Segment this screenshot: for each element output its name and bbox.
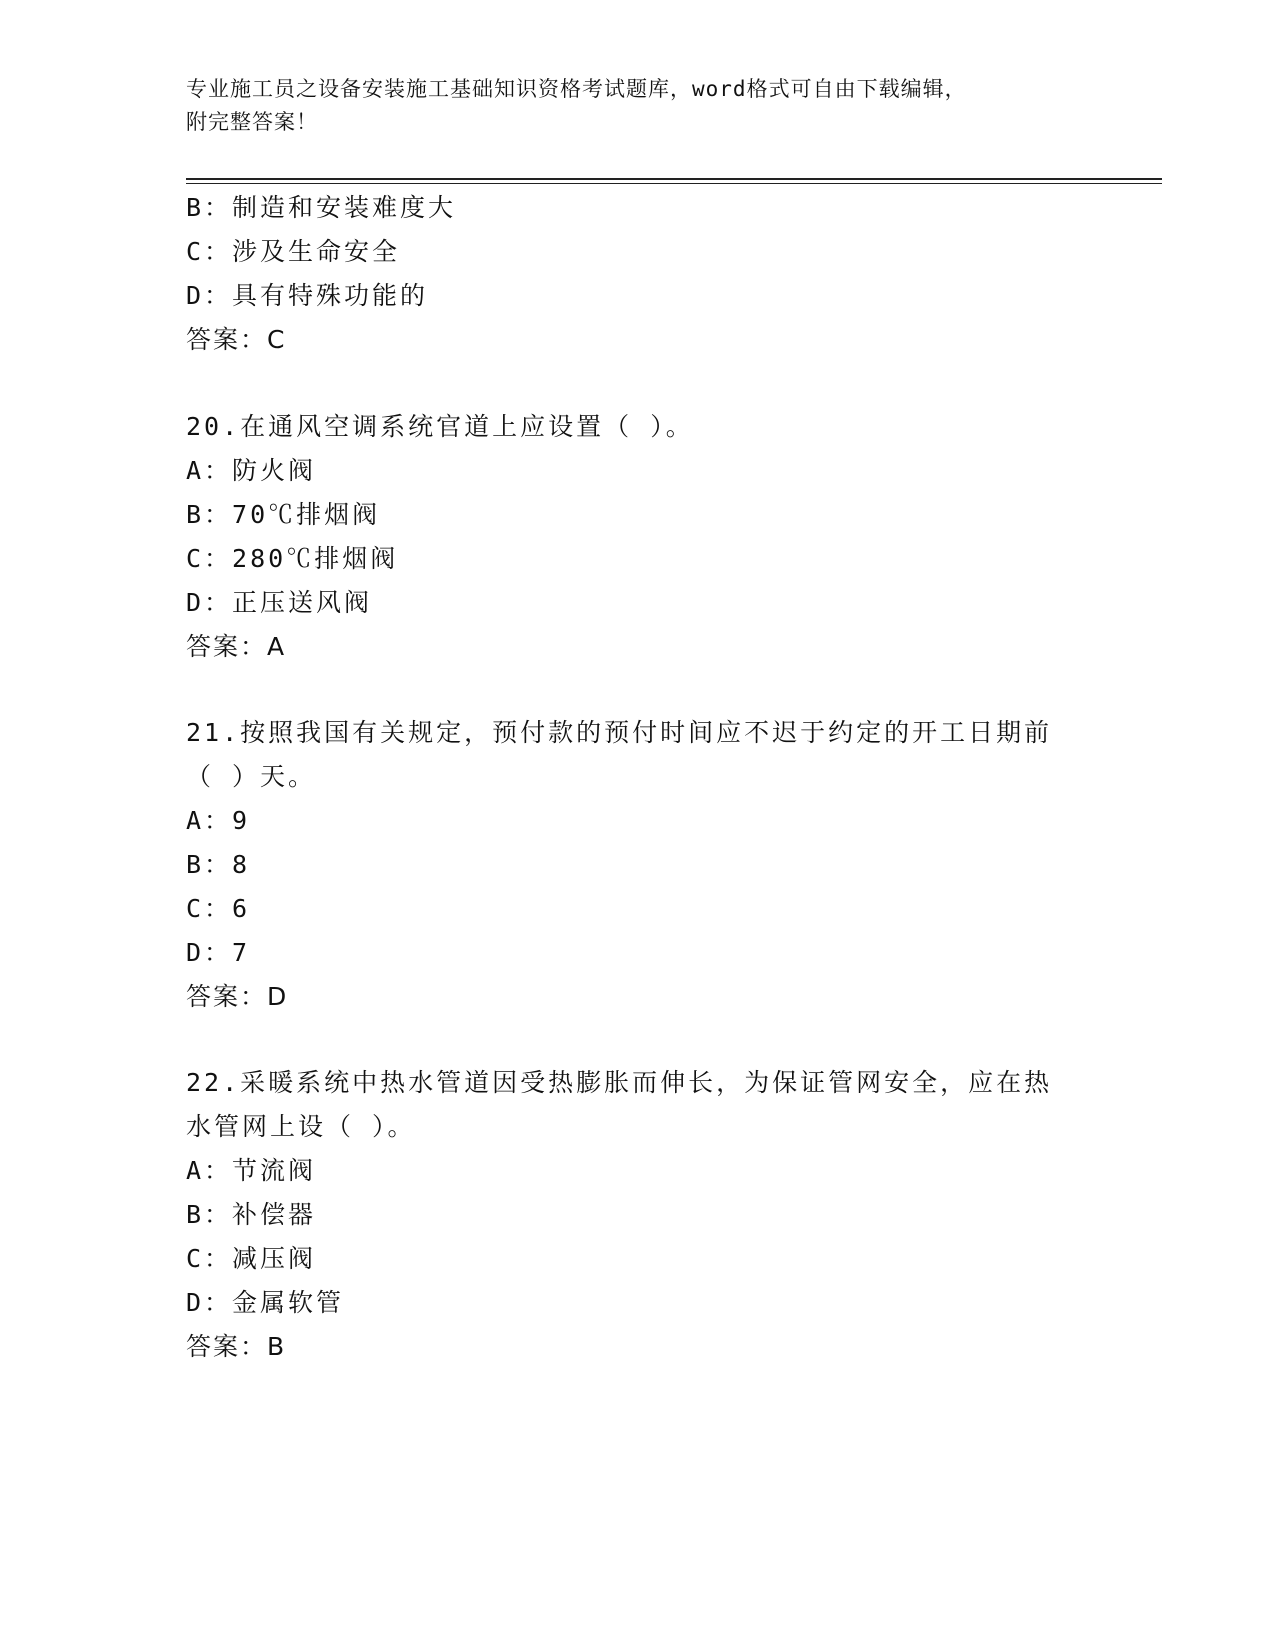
q21-stem-line-2: （ ）天。 bbox=[186, 762, 317, 791]
q21-answer: 答案：D bbox=[186, 982, 289, 1011]
q20-option-b: B：70℃排烟阀 bbox=[186, 500, 381, 529]
q21-option-c: C：6 bbox=[186, 894, 251, 923]
q20-option-d: D：正压送风阀 bbox=[186, 588, 373, 617]
q19-option-d: D：具有特殊功能的 bbox=[186, 281, 429, 310]
q20-stem: 20.在通风空调系统官道上应设置（ ）。 bbox=[186, 412, 694, 441]
q20-option-a: A：防火阀 bbox=[186, 456, 317, 485]
document-header bbox=[186, 73, 1066, 139]
header-line-1: 专业施工员之设备安装施工基础知识资格考试题库，word格式可自由下载编辑， bbox=[186, 77, 967, 101]
q22-stem-line-2: 水管网上设（ ）。 bbox=[186, 1112, 416, 1141]
q22-option-d: D：金属软管 bbox=[186, 1288, 345, 1317]
q19-option-b: B：制造和安装难度大 bbox=[186, 193, 457, 222]
q21-option-a: A：9 bbox=[186, 806, 251, 835]
header-rule-thick bbox=[186, 178, 1162, 180]
q22-option-a: A：节流阀 bbox=[186, 1156, 317, 1185]
header-line-2: 附完整答案！ bbox=[186, 110, 318, 134]
q21-option-b: B：8 bbox=[186, 850, 251, 879]
q20-option-c: C：280℃排烟阀 bbox=[186, 544, 399, 573]
q22-option-c: C：减压阀 bbox=[186, 1244, 317, 1273]
q19-option-c: C：涉及生命安全 bbox=[186, 237, 401, 266]
q21-stem-line-1: 21.按照我国有关规定，预付款的预付时间应不迟于约定的开工日期前 bbox=[186, 718, 1053, 747]
q19-answer: 答案：C bbox=[186, 325, 287, 354]
q22-stem-line-1: 22.采暖系统中热水管道因受热膨胀而伸长，为保证管网安全，应在热 bbox=[186, 1068, 1053, 1097]
header-rule-thin bbox=[186, 183, 1162, 184]
q20-answer: 答案：A bbox=[186, 632, 287, 661]
q22-option-b: B：补偿器 bbox=[186, 1200, 317, 1229]
q21-option-d: D：7 bbox=[186, 938, 251, 967]
q22-answer: 答案：B bbox=[186, 1332, 287, 1361]
